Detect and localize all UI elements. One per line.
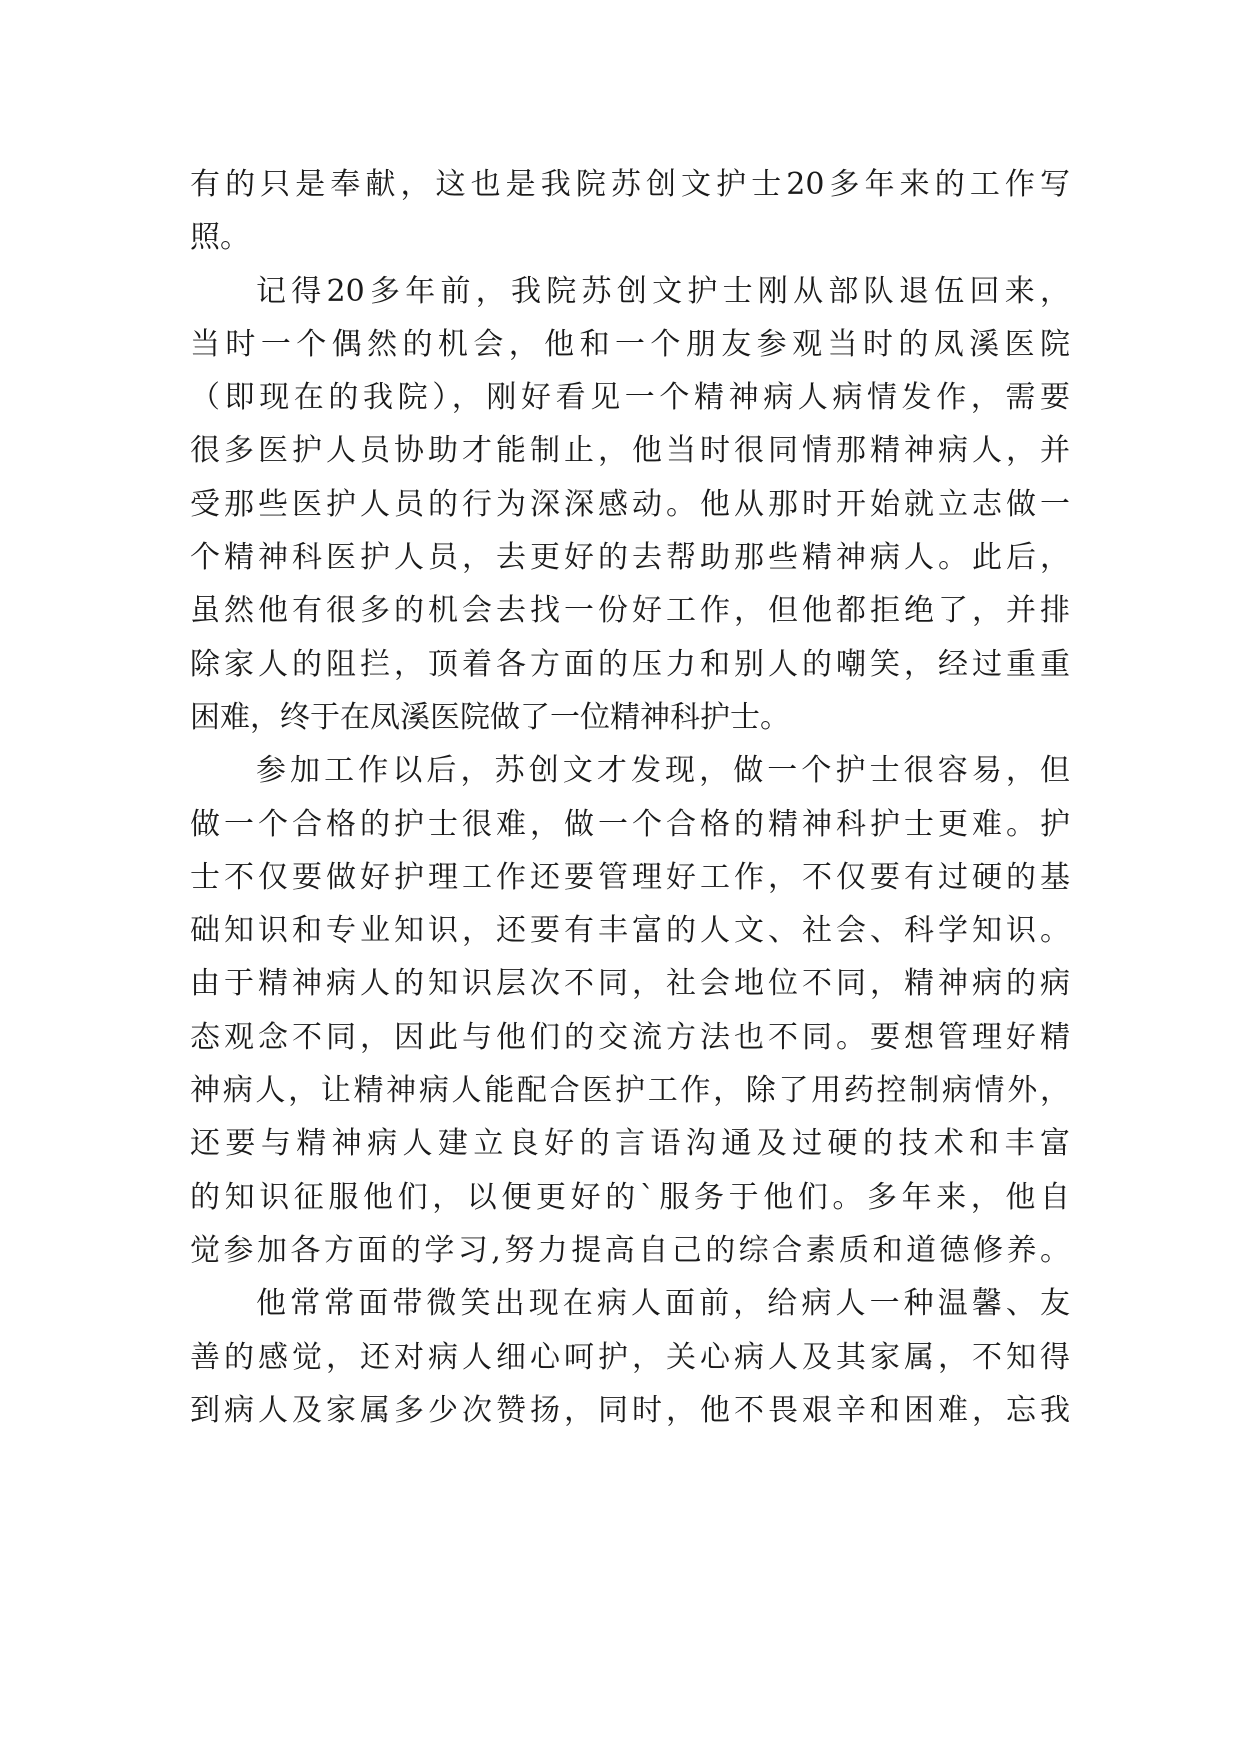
text-line: 士不仅要做好护理工作还要管理好工作，不仅要有过硬的基 [190, 859, 1070, 895]
text-line: 受那些医护人员的行为深深感动。他从那时开始就立志做一 [190, 486, 1070, 522]
text-line: 参加工作以后，苏创文才发现，做一个护士很容易，但 [256, 753, 1070, 789]
body-text [190, 158, 1070, 1437]
text-line: 记得20多年前，我院苏创文护士刚从部队退伍回来， [256, 273, 1070, 309]
text-line: 除家人的阻拦，顶着各方面的压力和别人的嘲笑，经过重重 [190, 646, 1070, 682]
text-line: 到病人及家属多少次赞扬，同时，他不畏艰辛和困难，忘我 [190, 1392, 1070, 1428]
text-line: 个精神科医护人员，去更好的去帮助那些精神病人。此后， [190, 540, 1070, 576]
text-line: 神病人，让精神病人能配合医护工作，除了用药控制病情外， [190, 1073, 1070, 1109]
text-line: 有的只是奉献，这也是我院苏创文护士20多年来的工作写 [190, 167, 1070, 202]
text-line: 由于精神病人的知识层次不同，社会地位不同，精神病的病 [190, 966, 1070, 1002]
text-line: （即现在的我院），刚好看见一个精神病人病情发作，需要 [190, 380, 1070, 416]
text-line: 虽然他有很多的机会去找一份好工作，但他都拒绝了，并排 [190, 593, 1070, 629]
text-line: 的知识征服他们，以便更好的`服务于他们。多年来，他自 [190, 1179, 1070, 1215]
text-line: 做一个合格的护士很难，做一个合格的精神科护士更难。护 [190, 806, 1070, 842]
text-line: 善的感觉，还对病人细心呵护，关心病人及其家属，不知得 [190, 1339, 1070, 1375]
text-line: 很多医护人员协助才能制止，他当时很同情那精神病人，并 [190, 433, 1070, 469]
text-line: 还要与精神病人建立良好的言语沟通及过硬的技术和丰富 [190, 1126, 1070, 1162]
text-line: 他常常面带微笑出现在病人面前，给病人一种温馨、友 [256, 1286, 1070, 1322]
text-line: 态观念不同，因此与他们的交流方法也不同。要想管理好精 [190, 1019, 1070, 1055]
text-line: 困难，终于在凤溪医院做了一位精神科护士。 [190, 699, 790, 735]
text-line: 础知识和专业知识，还要有丰富的人文、社会、科学知识。 [190, 913, 1070, 949]
text-line: 当时一个偶然的机会，他和一个朋友参观当时的凤溪医院 [190, 326, 1070, 362]
text-line: 觉参加各方面的学习,努力提高自己的综合素质和道德修养。 [190, 1232, 1070, 1268]
text-line: 照。 [190, 220, 250, 256]
